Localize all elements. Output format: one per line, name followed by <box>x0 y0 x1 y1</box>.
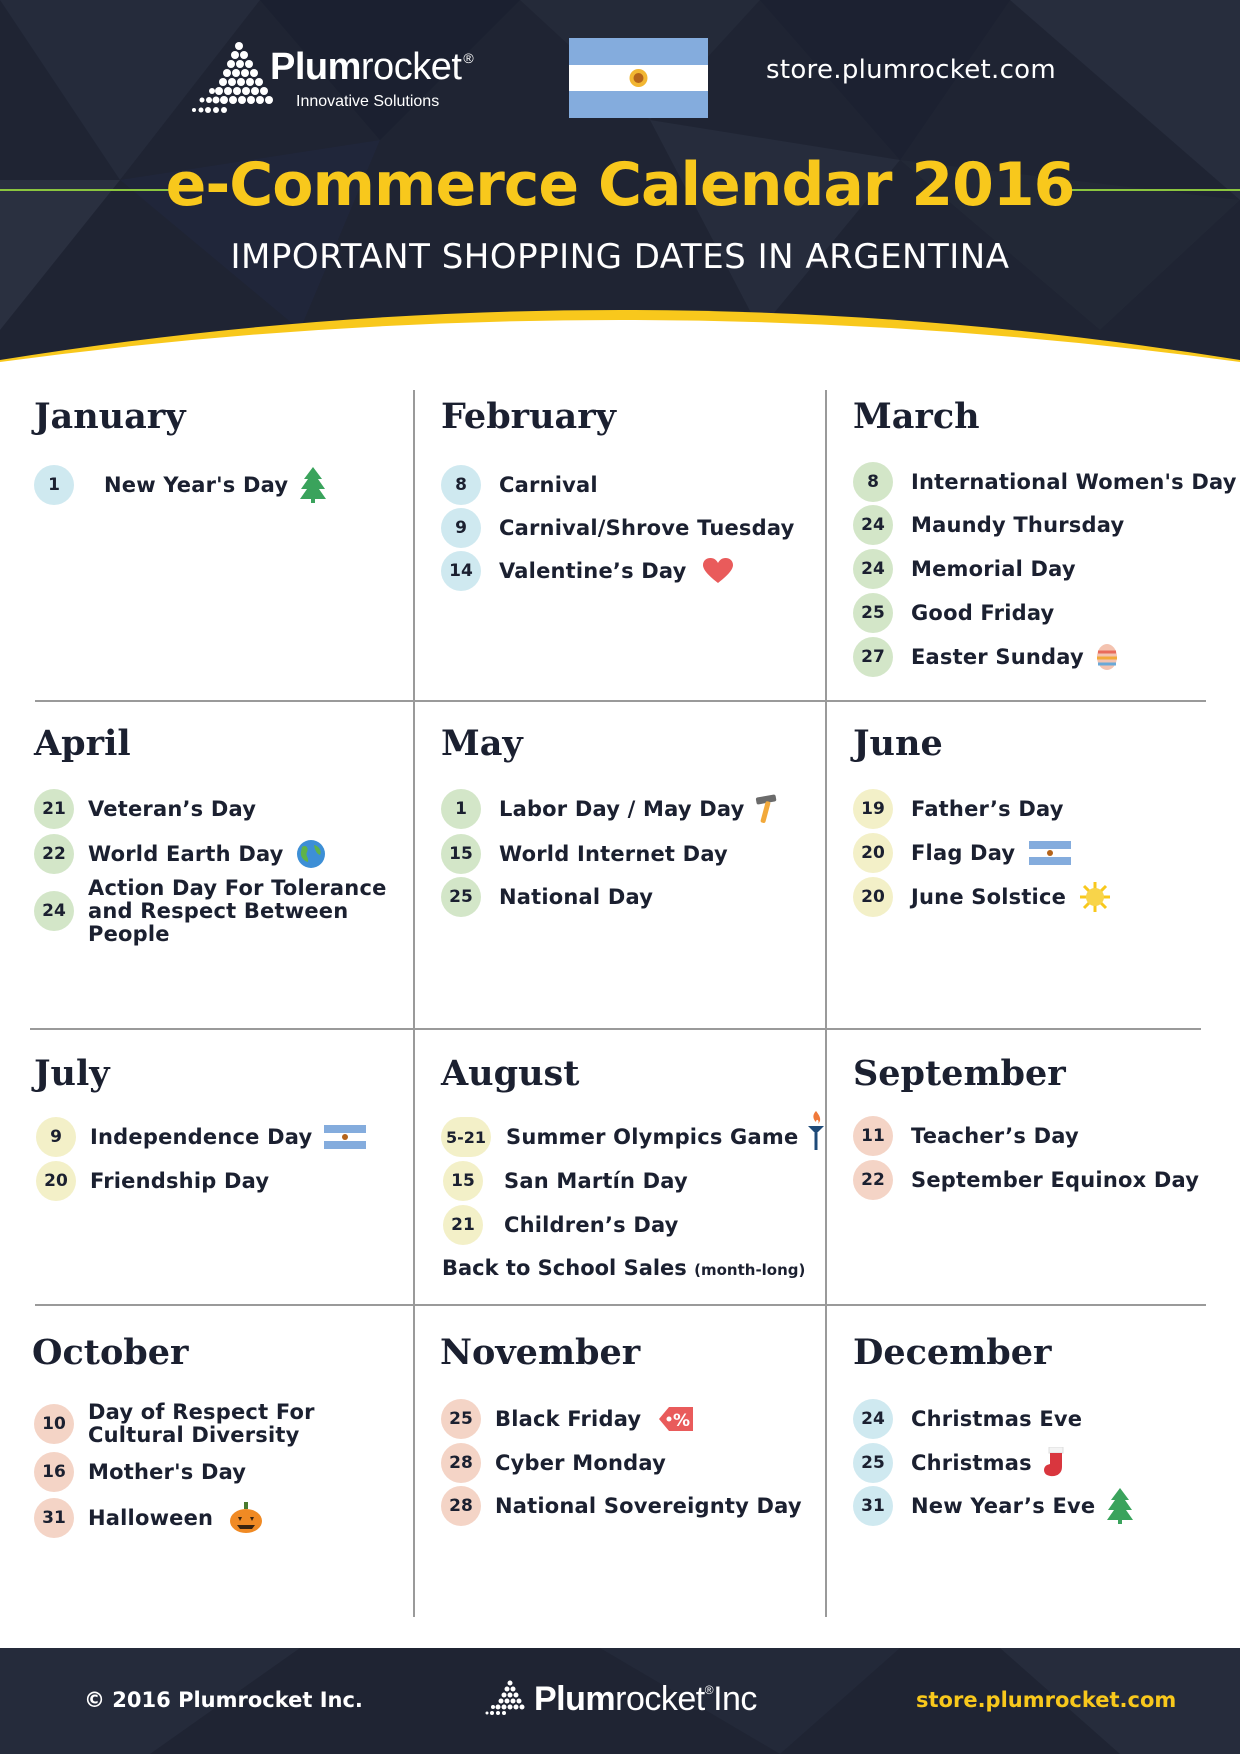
event-item <box>853 789 1064 829</box>
event-label: Maundy Thursday <box>911 513 1125 537</box>
month-title-june: June <box>853 723 943 764</box>
event-item <box>441 834 728 874</box>
argentina-flag-icon <box>1029 841 1071 865</box>
plumrocket-logo[interactable] <box>484 1670 774 1730</box>
event-item <box>853 462 1237 502</box>
date-badge: 21 <box>34 789 74 829</box>
date-badge: 9 <box>36 1117 76 1157</box>
date-badge: 15 <box>441 834 481 874</box>
event-label: New Year's Day <box>104 473 289 497</box>
date-badge: 22 <box>853 1160 893 1200</box>
event-item <box>853 1399 1082 1439</box>
event-item <box>34 875 418 946</box>
event-item <box>34 834 326 874</box>
event-label: Black Friday <box>495 1407 642 1431</box>
date-badge: 24 <box>853 505 893 545</box>
event-label: World Earth Day <box>88 842 284 866</box>
event-item <box>34 1452 246 1492</box>
copyright-text: © 2016 Plumrocket Inc. <box>84 1688 363 1712</box>
date-badge: 28 <box>441 1443 481 1483</box>
event-item <box>853 637 1118 677</box>
page-title: e-Commerce Calendar 2016 <box>165 150 1075 220</box>
event-item <box>441 465 598 505</box>
event-item <box>441 1486 802 1526</box>
event-label: Christmas Eve <box>911 1407 1083 1431</box>
date-badge: 14 <box>441 551 481 591</box>
date-badge: 24 <box>853 549 893 589</box>
torch-icon <box>806 1111 826 1151</box>
note-text: Back to School Sales <box>442 1256 687 1280</box>
date-badge: 27 <box>853 637 893 677</box>
argentina-flag-icon <box>569 38 708 118</box>
grid-divider <box>413 390 415 1617</box>
event-item <box>853 877 1110 917</box>
rocket-dots-icon <box>484 1680 528 1720</box>
event-item <box>34 789 256 829</box>
hammer-icon <box>753 794 779 824</box>
event-item <box>441 789 779 829</box>
event-label: Christmas <box>911 1451 1032 1475</box>
event-item <box>36 1117 366 1157</box>
event-item <box>853 833 1071 873</box>
event-item <box>36 1161 269 1201</box>
month-title-august: August <box>441 1053 580 1094</box>
globe-icon <box>296 839 326 869</box>
event-label: Summer Olympics Game <box>506 1125 799 1149</box>
event-label: Valentine’s Day <box>499 559 687 583</box>
date-badge: 31 <box>34 1498 74 1538</box>
yellow-arc-divider <box>0 300 1240 370</box>
grid-divider <box>825 390 827 1617</box>
month-title-march: March <box>853 396 980 437</box>
event-label: Carnival <box>499 473 598 497</box>
event-label: September Equinox Day <box>911 1168 1200 1192</box>
brand-name: Plumrocket®Inc <box>534 1680 757 1718</box>
event-label: Veteran’s Day <box>88 797 257 821</box>
easter-egg-icon <box>1096 643 1118 671</box>
month-title-january: January <box>34 396 186 437</box>
date-badge: 28 <box>441 1486 481 1526</box>
date-badge: 21 <box>443 1205 483 1245</box>
event-item <box>441 877 653 917</box>
event-item <box>853 593 1054 633</box>
date-badge: 16 <box>34 1452 74 1492</box>
date-badge: 25 <box>441 1399 481 1439</box>
svg-text:%: % <box>673 1411 691 1431</box>
event-item <box>853 1116 1079 1156</box>
date-badge: 31 <box>853 1486 893 1526</box>
christmas-tree-icon <box>300 467 326 503</box>
date-badge: 8 <box>441 465 481 505</box>
event-label: Cyber Monday <box>495 1451 666 1475</box>
event-label: Flag Day <box>911 841 1016 865</box>
date-badge: 1 <box>34 465 74 505</box>
date-badge: 20 <box>853 833 893 873</box>
event-label: Friendship Day <box>90 1169 270 1193</box>
stocking-icon <box>1042 1447 1068 1479</box>
event-item <box>441 508 794 548</box>
date-badge: 10 <box>34 1404 74 1444</box>
date-badge: 20 <box>36 1161 76 1201</box>
event-item <box>853 1486 1133 1526</box>
event-label: June Solstice <box>911 885 1067 909</box>
event-label: Easter Sunday <box>911 645 1084 669</box>
month-title-april: April <box>34 723 131 764</box>
event-label: Good Friday <box>911 601 1055 625</box>
event-label: Labor Day / May Day <box>499 797 745 821</box>
plumrocket-logo[interactable] <box>190 40 490 120</box>
event-item <box>853 1160 1199 1200</box>
month-title-february: February <box>441 396 617 437</box>
event-item <box>34 1399 408 1449</box>
month-title-september: September <box>853 1053 1066 1094</box>
footer <box>0 1648 1240 1754</box>
month-title-october: October <box>32 1332 189 1373</box>
event-item <box>853 1443 1068 1483</box>
month-note <box>442 1256 805 1280</box>
event-label: San Martín Day <box>504 1169 688 1193</box>
date-badge: 20 <box>853 877 893 917</box>
date-badge: 24 <box>34 891 74 931</box>
discount-tag-icon <box>659 1405 693 1433</box>
date-badge: 1 <box>441 789 481 829</box>
event-item <box>441 1117 826 1157</box>
date-badge: 25 <box>853 593 893 633</box>
christmas-tree-icon <box>1107 1488 1133 1524</box>
event-item <box>441 1161 688 1201</box>
event-item <box>441 1205 679 1245</box>
event-label: Halloween <box>88 1506 214 1530</box>
event-label: International Women's Day <box>911 470 1237 494</box>
event-item <box>441 1443 666 1483</box>
event-label: Day of Respect For Cultural Diversity <box>88 1400 315 1447</box>
event-item <box>853 505 1124 545</box>
event-item <box>441 1399 693 1439</box>
event-label: Independence Day <box>90 1125 313 1149</box>
event-label: National Day <box>499 885 654 909</box>
sun-icon <box>1080 882 1110 912</box>
note-qualifier: (month-long) <box>694 1261 806 1279</box>
brand-tagline: Innovative Solutions <box>296 93 440 110</box>
month-title-may: May <box>441 723 523 764</box>
argentina-flag-icon <box>324 1125 366 1149</box>
date-badge: 19 <box>853 789 893 829</box>
event-label: Carnival/Shrove Tuesday <box>499 516 795 540</box>
page-subtitle: IMPORTANT SHOPPING DATES IN ARGENTINA <box>230 237 1010 277</box>
event-label: Action Day For Tolerance and Respect Between People <box>88 875 387 946</box>
month-title-november: November <box>440 1332 641 1373</box>
event-label: Children’s Day <box>504 1213 679 1237</box>
date-badge: 15 <box>443 1161 483 1201</box>
event-item <box>441 551 733 591</box>
month-title-july: July <box>34 1053 110 1094</box>
event-label: Mother's Day <box>88 1460 247 1484</box>
event-label: World Internet Day <box>499 842 728 866</box>
header-banner <box>0 0 1240 370</box>
brand-name: Plumrocket ® <box>270 46 474 88</box>
date-badge: 11 <box>853 1116 893 1156</box>
date-badge: 25 <box>441 877 481 917</box>
event-item <box>853 549 1076 589</box>
date-badge: 5-21 <box>441 1117 491 1157</box>
event-item <box>34 1498 263 1538</box>
event-item <box>34 465 326 505</box>
event-label: National Sovereignty Day <box>495 1494 802 1518</box>
grid-divider <box>30 1028 1201 1030</box>
grid-divider <box>35 1304 1206 1306</box>
pumpkin-icon <box>229 1502 263 1534</box>
grid-divider <box>35 700 1206 702</box>
month-title-december: December <box>853 1332 1052 1373</box>
date-badge: 8 <box>853 462 893 502</box>
date-badge: 25 <box>853 1443 893 1483</box>
heart-icon <box>703 558 733 584</box>
rocket-dots-icon <box>190 40 280 120</box>
date-badge: 24 <box>853 1399 893 1439</box>
event-label: Teacher’s Day <box>911 1124 1079 1148</box>
event-label: Memorial Day <box>911 557 1076 581</box>
event-label: New Year’s Eve <box>911 1494 1096 1518</box>
store-url-link[interactable]: store.plumrocket.com <box>916 1688 1177 1712</box>
date-badge: 22 <box>34 834 74 874</box>
store-url-link[interactable]: store.plumrocket.com <box>766 55 1056 85</box>
event-label: Father’s Day <box>911 797 1064 821</box>
date-badge: 9 <box>441 508 481 548</box>
